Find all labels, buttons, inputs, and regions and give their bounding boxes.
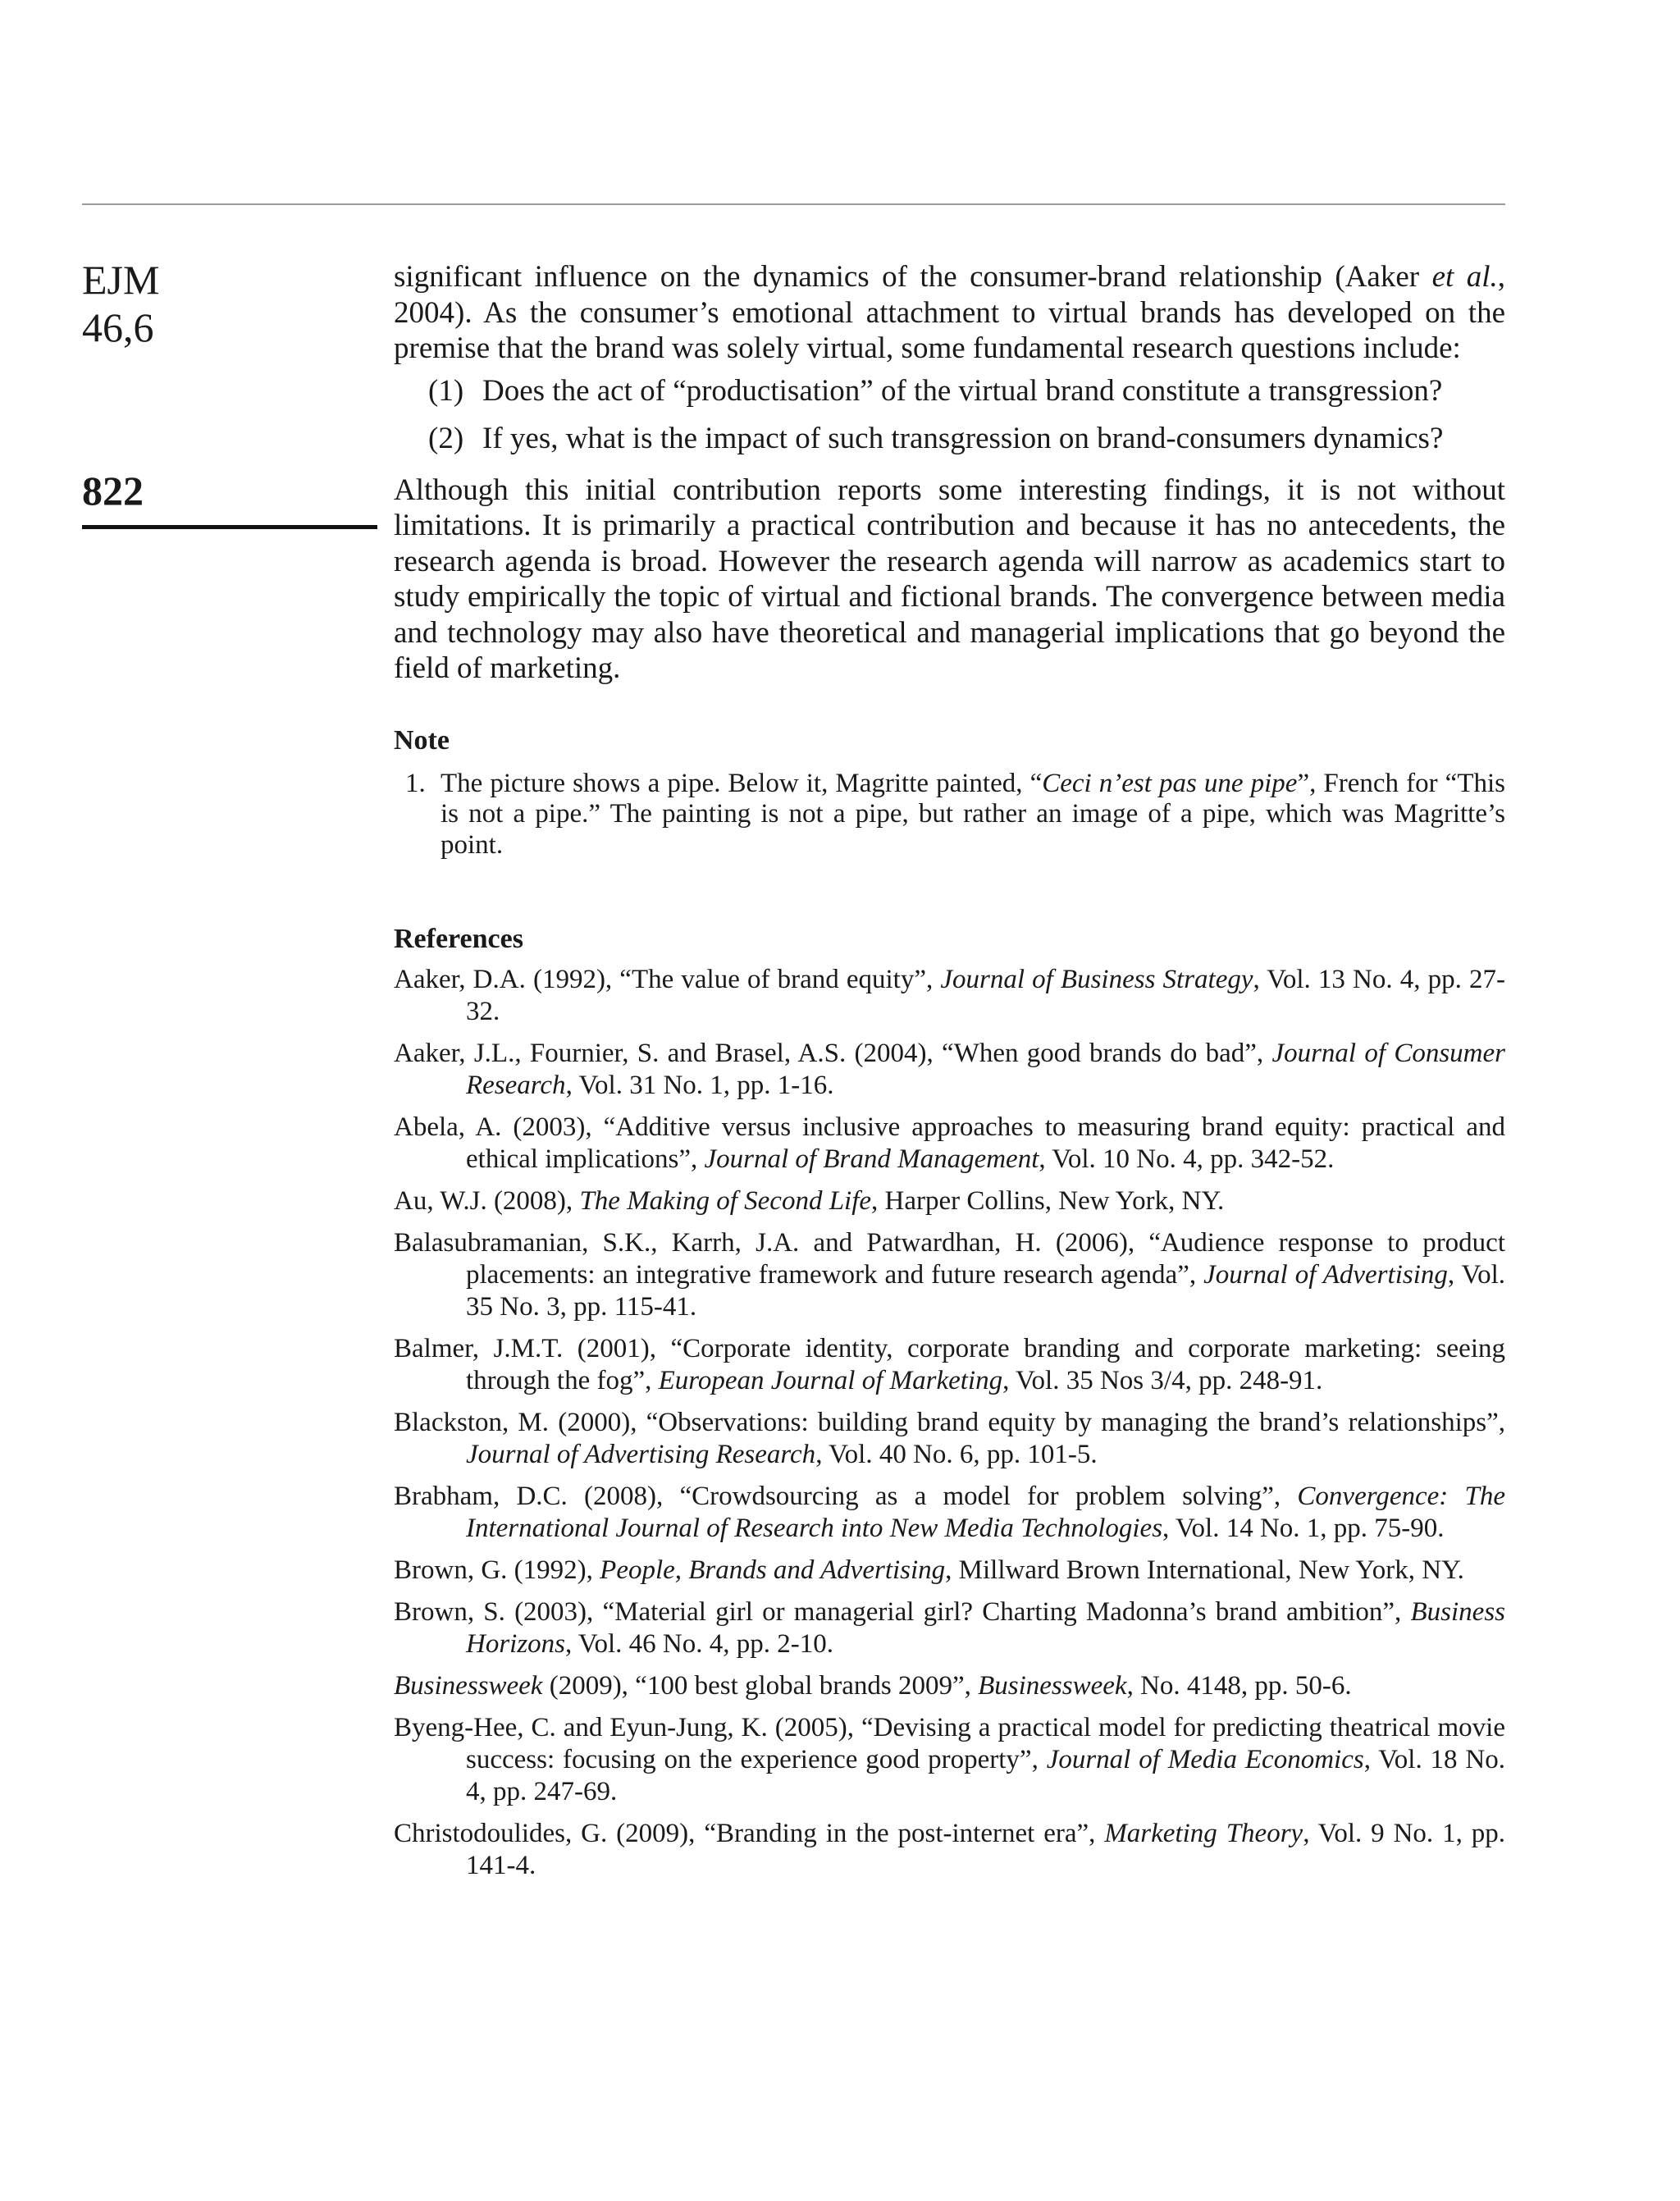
reference-item: Brabham, D.C. (2008), “Crowdsourcing as a model for problem solving”, Convergence: The International Journal of Research into New Media Technologies, Vol. 14 No. 1, pp. 75-90.: [394, 1482, 1505, 1543]
journal-volume-issue: 46,6: [82, 304, 154, 350]
running-head: [82, 256, 377, 351]
references-list: [394, 964, 1505, 1882]
reference-item: Aaker, D.A. (1992), “The value of brand equity”, Journal of Business Strategy, Vol. 13 No. 4, pp. 27-32.: [394, 965, 1505, 1026]
reference-item: Abela, A. (2003), “Additive versus inclusive approaches to measuring brand equity: practical and ethical implications”, Journal of Brand Management, Vol. 10 No. 4, pp. 342-52.: [394, 1112, 1505, 1174]
body-paragraph-2: Although this initial contribution reports some interesting findings, it is not without limitations. It is primarily a practical contribution and because it has no antecedents, the research agenda is broad. However the research agenda will narrow as academics start to study empirically the topic of virtual and fictional brands. The convergence between media and technology may also have theoretical and managerial implications that go beyond the field of marketing.: [394, 473, 1505, 685]
reference-item: Byeng-Hee, C. and Eyun-Jung, K. (2005), “Devising a practical model for predicting theatrical movie success: focusing on the experience good property”, Journal of Media Economics, Vol. 18 No. 4, pp. 247-69.: [394, 1713, 1505, 1806]
reference-item: Au, W.J. (2008), The Making of Second Life, Harper Collins, New York, NY.: [394, 1186, 1225, 1216]
note-heading: Note: [394, 724, 450, 756]
reference-item: Brown, S. (2003), “Material girl or managerial girl? Charting Madonna’s brand ambition”, Business Horizons, Vol. 46 No. 4, pp. 2-10.: [394, 1597, 1505, 1659]
reference-item: Christodoulides, G. (2009), “Branding in the post-internet era”, Marketing Theory, Vol. 9 No. 1, pp. 141-4.: [394, 1819, 1506, 1880]
research-question: [394, 421, 1505, 456]
notes-list: [394, 769, 1505, 861]
question-number: (2): [428, 421, 464, 455]
reference-item: Brown, G. (1992), People, Brands and Advertising, Millward Brown International, New York, NY.: [394, 1555, 1464, 1585]
note-number: 1.: [405, 768, 426, 798]
references-heading: References: [394, 924, 523, 954]
main-content: [394, 259, 1505, 1892]
question-text: Does the act of “productisation” of the virtual brand constitute a transgression?: [482, 373, 1443, 408]
page-number: 822: [82, 468, 144, 514]
question-number: (1): [428, 373, 464, 408]
reference-item: Balasubramanian, S.K., Karrh, J.A. and Patwardhan, H. (2006), “Audience response to product placements: an integrative framework and future research agenda”, Journal of Advertising, Vol. 35 No. 3, pp. 115-41.: [394, 1228, 1505, 1322]
top-rule: [82, 203, 1505, 205]
reference-item: Aaker, J.L., Fournier, S. and Brasel, A.S. (2004), “When good brands do bad”, Journal of Consumer Research, Vol. 31 No. 1, pp. 1-16.: [394, 1039, 1506, 1100]
reference-item: Blackston, M. (2000), “Observations: building brand equity by managing the brand’s relationships”, Journal of Advertising Research, Vol. 40 No. 6, pp. 101-5.: [394, 1408, 1505, 1469]
note-item: [394, 769, 1505, 861]
research-question: [394, 373, 1505, 409]
reference-item: Businessweek (2009), “100 best global brands 2009”, Businessweek, No. 4148, pp. 50-6.: [394, 1671, 1352, 1701]
journal-code: EJM: [82, 257, 160, 303]
note-text: The picture shows a pipe. Below it, Magritte painted, “Ceci n’est pas une pipe”, French for “This is not a pipe.” The painting is not a pipe, but rather an image of a pipe, which was Magritte’s point.: [441, 768, 1505, 860]
reference-item: Balmer, J.M.T. (2001), “Corporate identity, corporate branding and corporate marketing: seeing through the fog”, European Journal of Marketing, Vol. 35 Nos 3/4, pp. 248-91.: [394, 1334, 1505, 1395]
research-questions-list: [394, 373, 1505, 456]
margin-rule: [82, 525, 377, 529]
body-paragraph-1: significant influence on the dynamics of the consumer-brand relationship (Aaker et al., 2004). As the consumer’s emotional attachment to virtual brands has developed on the premise that the brand was solely virtual, some fundamental research questions include:: [394, 260, 1506, 365]
question-text: If yes, what is the impact of such transgression on brand-consumers dynamics?: [482, 421, 1444, 455]
